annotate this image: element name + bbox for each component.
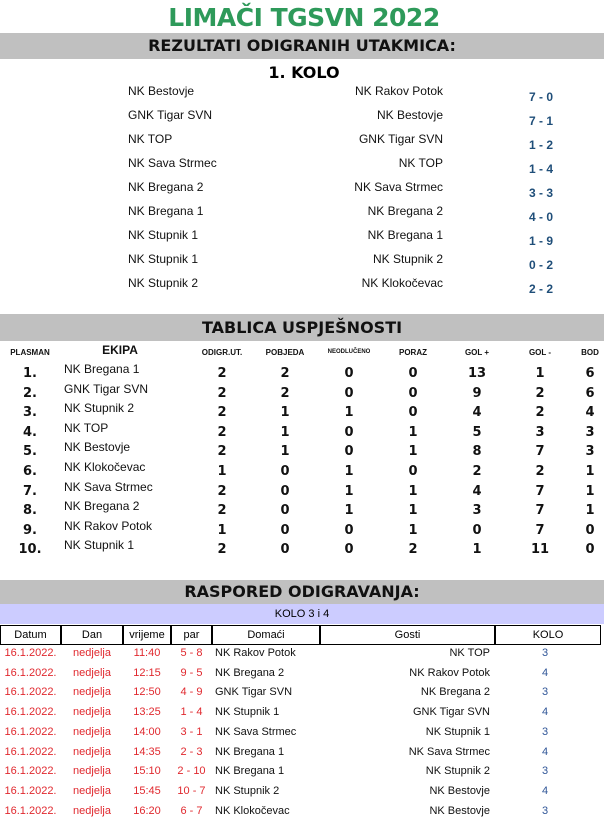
rank: 1. bbox=[23, 366, 37, 381]
stat-cell: 2 bbox=[217, 366, 227, 381]
match-score: 1 - 2 bbox=[528, 138, 553, 152]
stat-cell: 2 bbox=[217, 542, 227, 558]
round-label: 1. KOLO bbox=[268, 63, 340, 82]
match-day: nedjelja bbox=[73, 745, 111, 758]
match-score: 3 - 3 bbox=[528, 186, 553, 200]
stat-cell: 4 bbox=[585, 405, 595, 421]
stat-cell: 0 bbox=[408, 405, 418, 421]
match-pair: 6 - 7 bbox=[180, 804, 203, 817]
stat-cell: 1 bbox=[217, 464, 227, 479]
match-away-team: NK TOP bbox=[398, 156, 443, 170]
home-team: NK Klokočevac bbox=[215, 804, 290, 817]
round-number: 3 bbox=[541, 647, 549, 659]
stat-cell: 11 bbox=[530, 542, 550, 558]
match-pair: 2 - 10 bbox=[177, 765, 206, 778]
away-team: NK Bestovje bbox=[429, 804, 490, 817]
stat-cell: 2 bbox=[217, 483, 227, 499]
match-score: 7 - 0 bbox=[528, 90, 553, 104]
round-number: 3 bbox=[541, 725, 549, 738]
stat-cell: 0 bbox=[344, 385, 354, 401]
stat-cell: 3 bbox=[535, 424, 545, 440]
stat-cell: 2 bbox=[535, 385, 545, 401]
match-date: 16.1.2022. bbox=[4, 647, 57, 659]
stat-cell: 1 bbox=[280, 444, 290, 460]
away-team: NK Stupnik 1 bbox=[425, 725, 490, 738]
match-date: 16.1.2022. bbox=[4, 706, 57, 719]
away-team: NK TOP bbox=[449, 647, 490, 659]
match-score: 1 - 4 bbox=[528, 162, 553, 176]
stat-cell: 1 bbox=[280, 424, 290, 440]
round-number: 4 bbox=[541, 706, 549, 719]
stat-cell: 1 bbox=[408, 522, 418, 538]
stat-cell: 1 bbox=[408, 424, 418, 440]
rank: 3. bbox=[23, 405, 37, 421]
match-day: nedjelja bbox=[73, 784, 111, 797]
stat-cell: 2 bbox=[217, 385, 227, 401]
column-header: GOL + bbox=[464, 348, 490, 357]
home-team: NK Bregana 1 bbox=[215, 745, 285, 758]
stat-cell: 0 bbox=[280, 542, 290, 558]
stat-cell: 9 bbox=[472, 385, 482, 401]
match-day: nedjelja bbox=[73, 666, 111, 679]
column-header: vrijeme bbox=[123, 625, 171, 645]
stat-cell: 2 bbox=[472, 464, 482, 479]
stat-cell: 2 bbox=[280, 366, 290, 381]
team-name: NK Bregana 2 bbox=[64, 499, 140, 514]
stat-cell: 0 bbox=[344, 424, 354, 440]
match-date: 16.1.2022. bbox=[4, 666, 57, 679]
column-header: PLASMAN bbox=[10, 348, 50, 357]
stat-cell: 2 bbox=[217, 405, 227, 421]
match-home-team: NK Sava Strmec bbox=[128, 156, 217, 170]
stat-cell: 0 bbox=[585, 522, 595, 538]
match-away-team: NK Bregana 2 bbox=[367, 204, 443, 218]
schedule-heading: RASPORED ODIGRAVANJA: bbox=[0, 580, 604, 604]
column-header: NEODLUČENO bbox=[327, 349, 371, 355]
stat-cell: 3 bbox=[585, 424, 595, 440]
round-number: 3 bbox=[541, 765, 549, 778]
match-time: 16:20 bbox=[133, 804, 161, 817]
match-score: 4 - 0 bbox=[528, 210, 553, 224]
stat-cell: 6 bbox=[585, 366, 595, 381]
match-day: nedjelja bbox=[73, 706, 111, 719]
stat-cell: 3 bbox=[585, 444, 595, 460]
results-heading: REZULTATI ODIGRANIH UTAKMICA: bbox=[0, 33, 604, 59]
team-name: NK Stupnik 1 bbox=[64, 538, 135, 553]
stat-cell: 2 bbox=[217, 503, 227, 519]
away-team: NK Sava Strmec bbox=[408, 745, 490, 758]
round-number: 4 bbox=[541, 784, 549, 797]
match-time: 14:35 bbox=[133, 745, 161, 758]
stat-cell: 0 bbox=[344, 522, 354, 538]
column-header: Dan bbox=[61, 625, 123, 645]
stat-cell: 0 bbox=[408, 385, 418, 401]
stat-cell: 0 bbox=[408, 464, 418, 479]
away-team: NK Rakov Potok bbox=[409, 666, 490, 679]
match-day: nedjelja bbox=[73, 804, 111, 817]
match-score: 0 - 2 bbox=[528, 258, 553, 272]
stat-cell: 2 bbox=[217, 424, 227, 440]
stat-cell: 2 bbox=[535, 405, 545, 421]
match-date: 16.1.2022. bbox=[4, 686, 57, 699]
stat-cell: 1 bbox=[408, 503, 418, 519]
stat-cell: 7 bbox=[535, 503, 545, 519]
rank: 7. bbox=[23, 483, 37, 499]
stat-cell: 13 bbox=[467, 366, 487, 381]
match-away-team: NK Bregana 1 bbox=[367, 228, 443, 242]
match-date: 16.1.2022. bbox=[4, 784, 57, 797]
match-time: 15:45 bbox=[133, 784, 161, 797]
stat-cell: 1 bbox=[585, 503, 595, 519]
column-header: Datum bbox=[0, 625, 61, 645]
match-pair: 4 - 9 bbox=[180, 686, 203, 699]
column-header: BOD bbox=[581, 348, 599, 357]
round-number: 4 bbox=[541, 745, 549, 758]
rank: 2. bbox=[23, 385, 37, 401]
stat-cell: 1 bbox=[280, 405, 290, 421]
team-name: NK Rakov Potok bbox=[64, 518, 153, 533]
match-day: nedjelja bbox=[73, 765, 111, 778]
match-time: 13:25 bbox=[133, 706, 161, 719]
stat-cell: 0 bbox=[344, 542, 354, 558]
stat-cell: 1 bbox=[585, 483, 595, 499]
rank: 8. bbox=[23, 503, 37, 519]
match-home-team: NK Stupnik 1 bbox=[128, 252, 199, 266]
match-home-team: NK TOP bbox=[128, 132, 173, 146]
team-name: NK Bestovje bbox=[64, 440, 131, 455]
match-date: 16.1.2022. bbox=[4, 765, 57, 778]
match-home-team: NK Stupnik 1 bbox=[128, 228, 199, 242]
team-name: NK Klokočevac bbox=[64, 460, 146, 474]
match-home-team: NK Bregana 1 bbox=[128, 204, 204, 218]
match-away-team: GNK Tigar SVN bbox=[358, 132, 443, 146]
round-number: 3 bbox=[541, 686, 549, 699]
away-team: NK Bestovje bbox=[429, 784, 490, 797]
match-pair: 9 - 5 bbox=[180, 666, 203, 679]
stat-cell: 2 bbox=[217, 444, 227, 460]
stat-cell: 1 bbox=[408, 483, 418, 499]
stat-cell: 0 bbox=[585, 542, 595, 558]
stat-cell: 0 bbox=[472, 522, 482, 538]
match-away-team: NK Sava Strmec bbox=[354, 180, 443, 194]
match-score: 7 - 1 bbox=[528, 114, 553, 128]
stat-cell: 0 bbox=[344, 366, 354, 381]
match-away-team: NK Klokočevac bbox=[361, 276, 443, 290]
stat-cell: 1 bbox=[408, 444, 418, 460]
home-team: NK Stupnik 2 bbox=[215, 784, 280, 797]
column-header: Gosti bbox=[320, 625, 495, 645]
round-number: 3 bbox=[541, 804, 549, 817]
column-header: KOLO bbox=[495, 625, 601, 645]
stat-cell: 0 bbox=[280, 483, 290, 499]
match-home-team: GNK Tigar SVN bbox=[128, 108, 213, 122]
stat-cell: 0 bbox=[280, 503, 290, 519]
stat-cell: 7 bbox=[535, 444, 545, 460]
home-team: GNK Tigar SVN bbox=[215, 686, 293, 699]
match-pair: 10 - 7 bbox=[177, 784, 206, 797]
match-date: 16.1.2022. bbox=[4, 745, 57, 758]
rank: 5. bbox=[23, 444, 37, 460]
match-pair: 2 - 3 bbox=[180, 745, 203, 758]
match-day: nedjelja bbox=[73, 686, 111, 699]
match-time: 14:00 bbox=[133, 725, 161, 738]
stat-cell: 1 bbox=[217, 522, 227, 538]
schedule-subheading: KOLO 3 i 4 bbox=[0, 604, 604, 624]
column-header: Domaći bbox=[212, 625, 320, 645]
home-team: NK Rakov Potok bbox=[215, 647, 296, 659]
match-day: nedjelja bbox=[73, 725, 111, 738]
team-name: NK Sava Strmec bbox=[64, 479, 153, 494]
round-number: 4 bbox=[541, 666, 549, 679]
stat-cell: 8 bbox=[472, 444, 482, 460]
home-team: NK Bregana 2 bbox=[215, 666, 285, 679]
rank: 4. bbox=[23, 424, 37, 440]
match-home-team: NK Bestovje bbox=[128, 84, 195, 98]
match-time: 12:50 bbox=[133, 686, 161, 699]
standings-heading: TABLICA USPJEŠNOSTI bbox=[0, 314, 604, 341]
match-time: 12:15 bbox=[133, 666, 161, 679]
stat-cell: 4 bbox=[472, 483, 482, 499]
stat-cell: 0 bbox=[280, 522, 290, 538]
match-pair: 1 - 4 bbox=[180, 706, 203, 719]
stat-cell: 1 bbox=[344, 464, 354, 479]
stat-cell: 0 bbox=[408, 366, 418, 381]
away-team: NK Bregana 2 bbox=[420, 686, 490, 699]
column-header: par bbox=[171, 625, 212, 645]
stat-cell: 1 bbox=[344, 503, 354, 519]
home-team: NK Sava Strmec bbox=[215, 725, 297, 738]
team-name: NK TOP bbox=[64, 420, 109, 435]
stat-cell: 7 bbox=[535, 522, 545, 538]
stat-cell: 4 bbox=[472, 405, 482, 421]
stat-cell: 1 bbox=[344, 483, 354, 499]
stat-cell: 5 bbox=[472, 424, 482, 440]
stat-cell: 2 bbox=[280, 385, 290, 401]
column-header: POBJEDA bbox=[265, 348, 305, 357]
home-team: NK Bregana 1 bbox=[215, 765, 285, 778]
stat-cell: 1 bbox=[472, 542, 482, 558]
rank: 10. bbox=[18, 542, 42, 558]
team-name: NK Bregana 1 bbox=[64, 362, 140, 376]
team-name: NK Stupnik 2 bbox=[64, 401, 135, 416]
rank: 9. bbox=[23, 522, 37, 538]
stat-cell: 3 bbox=[472, 503, 482, 519]
team-name: GNK Tigar SVN bbox=[64, 381, 149, 396]
rank: 6. bbox=[23, 464, 37, 479]
column-header: PORAZ bbox=[399, 348, 427, 357]
stat-cell: 2 bbox=[535, 464, 545, 479]
match-pair: 3 - 1 bbox=[180, 725, 203, 738]
column-header: GOL - bbox=[528, 348, 552, 357]
stat-cell: 1 bbox=[585, 464, 595, 479]
match-score: 1 - 9 bbox=[528, 234, 553, 248]
column-header: ODIGR.UT. bbox=[201, 348, 243, 357]
match-home-team: NK Bregana 2 bbox=[128, 180, 204, 194]
stat-cell: 2 bbox=[408, 542, 418, 558]
away-team: GNK Tigar SVN bbox=[412, 706, 490, 719]
match-score: 2 - 2 bbox=[528, 282, 553, 296]
match-time: 11:40 bbox=[133, 647, 161, 659]
home-team: NK Stupnik 1 bbox=[215, 706, 280, 719]
stat-cell: 0 bbox=[280, 464, 290, 479]
match-away-team: NK Stupnik 2 bbox=[372, 252, 443, 266]
stat-cell: 7 bbox=[535, 483, 545, 499]
match-away-team: NK Rakov Potok bbox=[354, 84, 443, 98]
away-team: NK Stupnik 2 bbox=[425, 765, 490, 778]
page-title: LIMAČI TGSVN 2022 bbox=[168, 3, 440, 32]
column-header: EKIPA bbox=[102, 343, 138, 357]
match-pair: 5 - 8 bbox=[180, 647, 203, 659]
match-date: 16.1.2022. bbox=[4, 804, 57, 817]
stat-cell: 1 bbox=[535, 366, 545, 381]
match-home-team: NK Stupnik 2 bbox=[128, 276, 199, 290]
match-day: nedjelja bbox=[73, 647, 111, 659]
match-away-team: NK Bestovje bbox=[376, 108, 443, 122]
match-date: 16.1.2022. bbox=[4, 725, 57, 738]
stat-cell: 6 bbox=[585, 385, 595, 401]
match-time: 15:10 bbox=[133, 765, 161, 778]
stat-cell: 0 bbox=[344, 444, 354, 460]
stat-cell: 1 bbox=[344, 405, 354, 421]
